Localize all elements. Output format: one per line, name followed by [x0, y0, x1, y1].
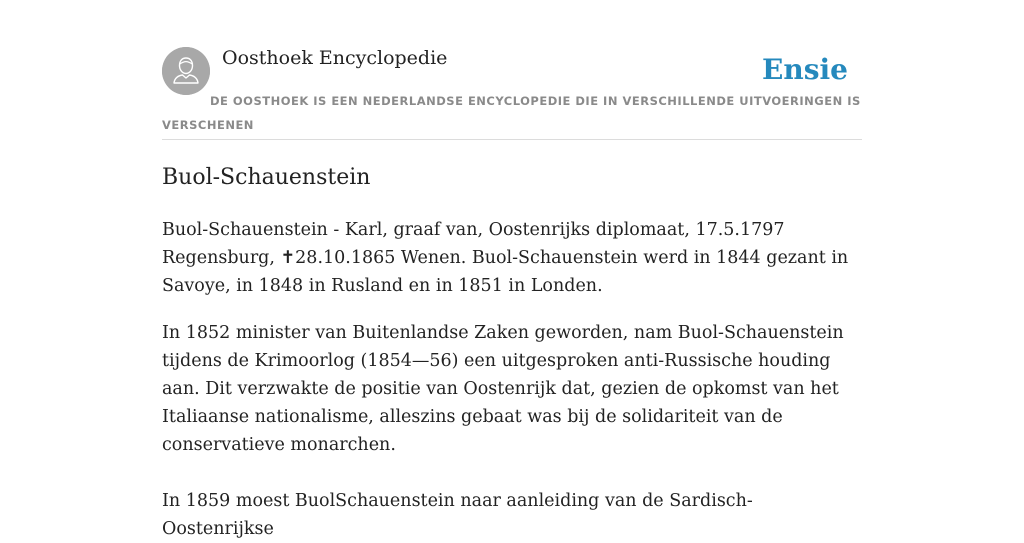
site-title[interactable]: Oosthoek Encyclopedie — [222, 47, 448, 69]
header-divider — [162, 139, 862, 140]
article-paragraph: In 1859 moest BuolSchauenstein naar aanleiding van de Sardisch-Oostenrijkse — [162, 491, 753, 539]
brand-logo[interactable]: Ensie — [762, 53, 848, 86]
article-title: Buol-Schauenstein — [162, 165, 371, 190]
article-paragraph: Buol-Schauenstein - Karl, graaf van, Oostenrijks diplomaat, 17.5.1797 Regensburg, ✝28.10.1865 Wenen. Buol-Schauenstein werd in 1844 gezant in Savoye, in 1848 in Rusland en in 1851 in Londen. — [162, 220, 849, 296]
article-paragraph: In 1852 minister van Buitenlandse Zaken geworden, nam Buol-Schauenstein tijdens de Krimoorlog (1854—56) een uitgesproken anti-Russische houding aan. Dit verzwakte de positie van Oostenrijk dat, gezien de opkomst van het Italiaanse nationalisme, alleszins gebaat was bij de solidariteit van de conservatieve monarchen. — [162, 323, 844, 455]
user-icon — [162, 47, 210, 95]
author-avatar[interactable] — [162, 47, 210, 95]
site-tagline: DE OOSTHOEK IS EEN NEDERLANDSE ENCYCLOPEDIE DIE IN VERSCHILLENDE UITVOERINGEN IS VERSCHENEN — [162, 94, 861, 132]
